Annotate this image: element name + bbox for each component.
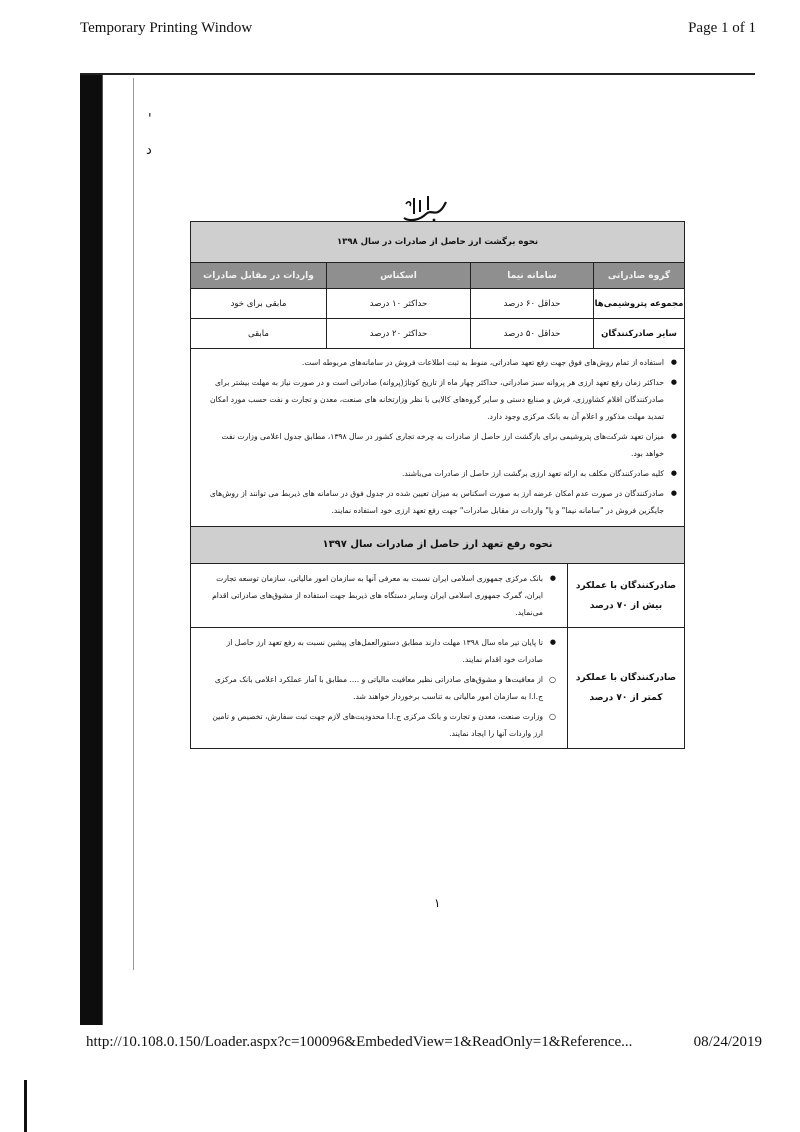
table1-row-petrochemical: مجموعه پتروشیمی‌ها bbox=[594, 289, 685, 319]
window-title: Temporary Printing Window bbox=[80, 20, 253, 36]
table1-row-other-exporters: سایر صادرکنندگان bbox=[594, 319, 685, 349]
scan-inner-edge bbox=[102, 75, 103, 1025]
footer-url: http://10.108.0.150/Loader.aspx?c=100096&EmbededView=1&ReadOnly=1&Reference... bbox=[86, 1034, 633, 1050]
table1-cell: مابقی برای خود bbox=[191, 289, 327, 319]
scan-bottom-edge-mark bbox=[24, 1080, 27, 1132]
table-row bbox=[191, 564, 685, 628]
table1-cell: حداکثر ۱۰ درصد bbox=[327, 289, 471, 319]
list-item: ○ از معافیت‌ها و مشوق‌های صادراتی نظیر معافیت مالیاتی و .... مطابق با آمار عملکرد اعلامی بانک مرکزی ج.ا.ا به سازمان امور مالیاتی به تناسب برخوردار خواهند شد. bbox=[201, 671, 543, 705]
scan-fold-line bbox=[133, 78, 134, 970]
page-mark-comma: ' bbox=[148, 112, 152, 127]
table1-header-export-group: گروه صادراتی bbox=[594, 263, 685, 289]
list-item: ● حداکثر زمان رفع تعهد ارزی هر پروانه سبز صادراتی، حداکثر چهار ماه از تاریخ کوتاژ(پروانه) صادراتی است و در صورت نیاز به مهلت بیشتر برای صادرکنندگان اقلام کشاورزی، فرش و صنایع دستی و سایر گروه‌های کالایی با نظر وزارتخانه های صنعت، معدن و تجارت و نفت حسب مورد امکان تمدید مهلت مذکور و اعلام آن به بانک مرکزی وجود دارد. bbox=[201, 374, 664, 425]
table-row bbox=[191, 289, 685, 319]
page-mark-side: د bbox=[146, 143, 152, 158]
list-item: ● صادرکنندگان در صورت عدم امکان عرضه ارز به صورت اسکناس به میزان تعیین شده در جدول فوق در سامانه های ذیربط می توانند از روش‌های جایگزین فروش در "سامانه نیما" و یا" واردات در مقابل صادرات" جهت رفع تعهد ارزی خود استفاده نمایند. bbox=[201, 485, 664, 519]
table1-title: نحوه برگشت ارز حاصل از صادرات در سال ۱۳۹۸ bbox=[191, 222, 685, 263]
table1-cell: حداقل ۶۰ درصد bbox=[471, 289, 594, 319]
page-indicator: Page 1 of 1 bbox=[688, 20, 756, 36]
table1-cell: حداقل ۵۰ درصد bbox=[471, 319, 594, 349]
list-item: ● میزان تعهد شرکت‌های پتروشیمی برای بازگشت ارز حاصل از صادرات به چرخه تجاری کشور در سال ۱۳۹۸، مطابق جدول اعلامی وزارت نفت خواهد بود. bbox=[201, 428, 664, 462]
table1-header-nima: سامانه نیما bbox=[471, 263, 594, 289]
export-commitment-table-1397 bbox=[190, 564, 685, 749]
table1-header-banknote: اسکناس bbox=[327, 263, 471, 289]
table2-cell bbox=[191, 564, 568, 628]
scan-top-border bbox=[80, 73, 755, 75]
table-row bbox=[191, 319, 685, 349]
scan-left-edge bbox=[80, 75, 102, 1025]
export-currency-table-1398 bbox=[190, 221, 685, 349]
list-item: ● کلیه صادرکنندگان مکلف به ارائه تعهد ارزی برگشت ارز حاصل از صادرات می‌باشند. bbox=[201, 465, 664, 482]
list-item: ● استفاده از تمام روش‌های فوق جهت رفع تعهد صادراتی، منوط به ثبت اطلاعات فروش در سامانه‌های مربوطه است. bbox=[201, 354, 664, 371]
regulation-document bbox=[190, 221, 685, 859]
table2-row-label-below-70: صادرکنندگان با عملکرد کمتر از ۷۰ درصد bbox=[568, 628, 685, 749]
table1-cell: مابقی bbox=[191, 319, 327, 349]
table2-title: نحوه رفع تعهد ارز حاصل از صادرات سال ۱۳۹۷ bbox=[190, 527, 685, 564]
table2-cell bbox=[191, 628, 568, 749]
page-number: ۱ bbox=[434, 896, 441, 910]
table2-row-label-above-70: صادرکنندگان با عملکرد بیش از ۷۰ درصد bbox=[568, 564, 685, 628]
table-row bbox=[191, 628, 685, 749]
list-item: ● تا پایان تیر ماه سال ۱۳۹۸ مهلت دارند مطابق دستورالعمل‌های پیشین نسبت به رفع تعهد ارز حاصل از صادرات خود اقدام نمایند. bbox=[201, 634, 543, 668]
list-item: ● بانک مرکزی جمهوری اسلامی ایران نسبت به معرفی آنها به سازمان امور مالیاتی، سازمان توسعه تجارت ایران، گمرک جمهوری اسلامی ایران وسایر دستگاه های ذیربط جهت استفاده از مشوق‌های صادراتی اقدام می‌نماید. bbox=[201, 570, 543, 621]
footer-date: 08/24/2019 bbox=[693, 1034, 762, 1050]
list-item: ○ وزارت صنعت، معدن و تجارت و بانک مرکزی ج.ا.ا محدودیت‌های لازم جهت ثبت سفارش، تخصیص و تامین ارز واردات آنها را ایجاد نمایند. bbox=[201, 708, 543, 742]
table1-notes bbox=[190, 349, 685, 527]
table1-header-import-vs-export: واردات در مقابل صادرات bbox=[191, 263, 327, 289]
table1-cell: حداکثر ۲۰ درصد bbox=[327, 319, 471, 349]
